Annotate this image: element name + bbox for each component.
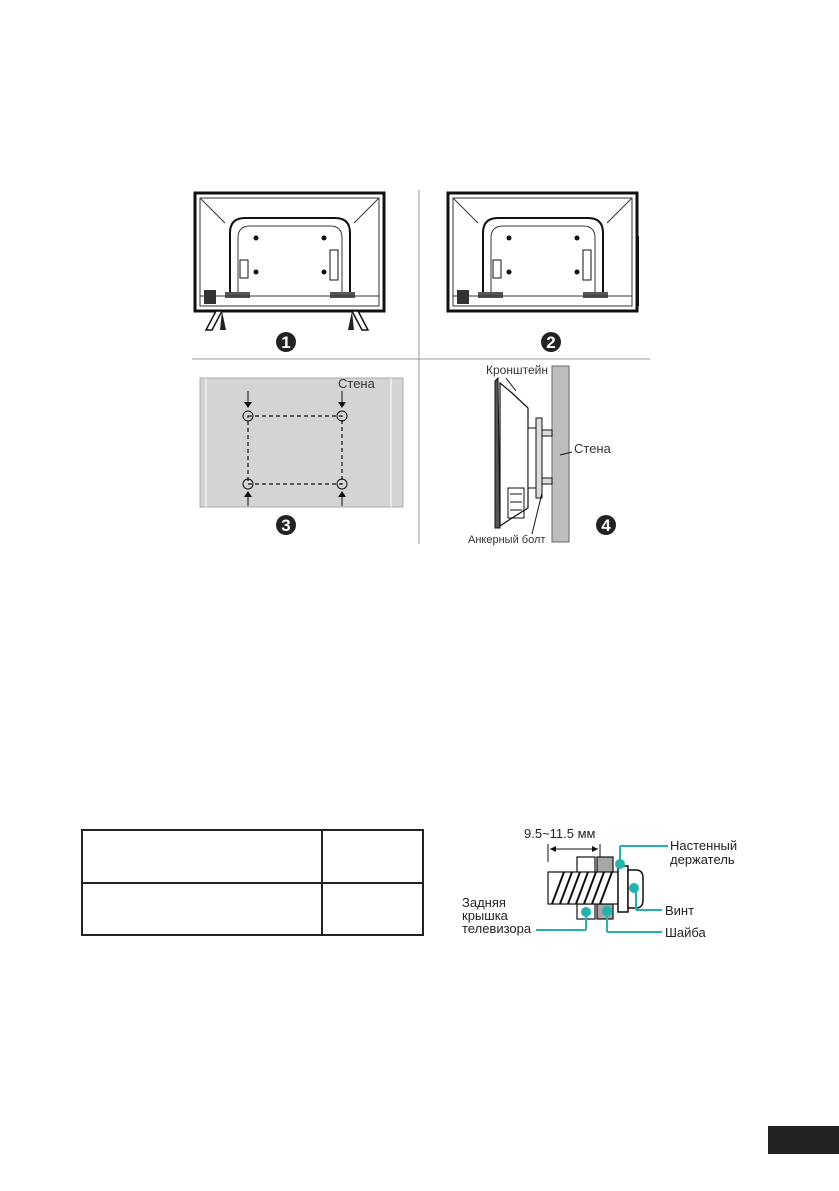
back-cover-label-line2: крышка (462, 908, 508, 923)
panel-4-wall-label: Стена (574, 441, 611, 456)
back-cover-label-line3: телевизора (462, 921, 532, 936)
washer-label: Шайба (665, 925, 706, 940)
svg-text:3: 3 (281, 516, 291, 535)
table-row (82, 830, 423, 883)
wall-holder-label-line1: Настенный (670, 838, 738, 853)
wall-mount-figure (190, 188, 652, 548)
step-number-4 (596, 515, 616, 535)
page-number-tab (768, 1126, 839, 1154)
screw-spec-table (81, 829, 424, 936)
panel-3-wall-label: Стена (338, 376, 375, 391)
table-cell (82, 830, 322, 883)
panel-4-side-view-mounted (495, 366, 572, 542)
table-row (82, 883, 423, 936)
table-cell (82, 883, 322, 936)
panel-3-wall-hole-template (200, 378, 403, 507)
table-cell (322, 883, 423, 936)
dimension-label: 9.5~11.5 мм (524, 826, 596, 841)
svg-text:1: 1 (281, 333, 291, 352)
svg-text:4: 4 (601, 516, 611, 535)
panel-4-bracket-label: Кронштейн (486, 363, 548, 377)
step-number-1 (276, 332, 296, 352)
panel-4-anchor-bolt-label: Анкерный болт (468, 534, 546, 546)
table-cell (322, 830, 423, 883)
back-cover-label-line1: Задняя (462, 895, 506, 910)
screw-mounting-diagram (440, 822, 750, 947)
panel-1-tv-back-with-stand (195, 193, 384, 330)
svg-text:2: 2 (546, 333, 556, 352)
step-number-3 (276, 515, 296, 535)
step-number-2 (541, 332, 561, 352)
screw-label: Винт (665, 903, 695, 918)
wall-holder-label-line2: держатель (670, 852, 735, 867)
panel-2-tv-back-no-stand (448, 193, 639, 311)
